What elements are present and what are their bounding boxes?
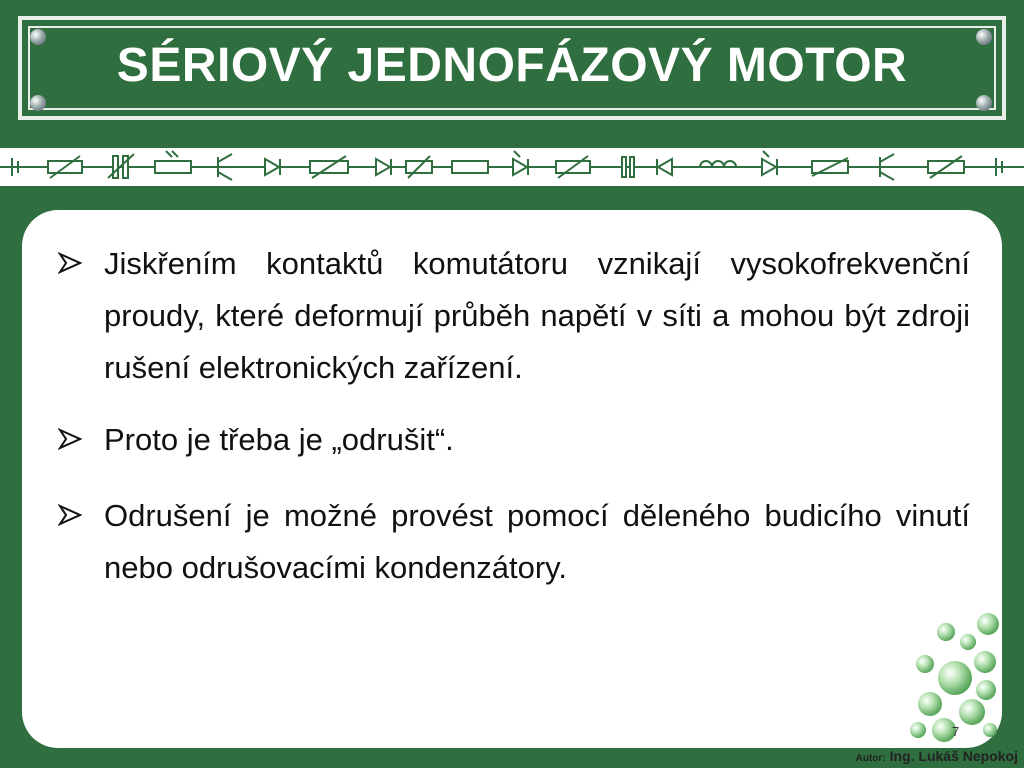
bubble-icon (974, 651, 996, 673)
bubble-icon (977, 613, 999, 635)
author-name: Ing. Lukáš Nepokoj (889, 748, 1018, 764)
page-number: 7 (952, 724, 960, 739)
bubble-icon (960, 634, 976, 650)
bullet-text: Jiskřením kontaktů komutátoru vznikají vysokofrekvenční proudy, které deformují průběh napětí v síti a mohou být zdroji rušení elektronických zařízení. (104, 246, 970, 385)
bubble-cluster (910, 613, 999, 742)
bubble-icon (916, 655, 934, 673)
bubble-icon (918, 692, 942, 716)
bubble-icon (910, 722, 926, 738)
bullet-text: Odrušení je možné provést pomocí děleného budicího vinutí nebo odrušovacími kondenzátory. (104, 498, 970, 585)
bubble-icon (938, 661, 972, 695)
bubble-icon (959, 699, 985, 725)
bubble-icon (983, 723, 997, 737)
bullet-text: Proto je třeba je „odrušit“. (104, 422, 454, 457)
bubble-icon (937, 623, 955, 641)
author-credit (856, 748, 1018, 764)
slide-title: SÉRIOVÝ JEDNOFÁZOVÝ MOTOR (116, 39, 908, 92)
author-label: Autor: (855, 753, 886, 764)
bubble-icon (976, 680, 996, 700)
